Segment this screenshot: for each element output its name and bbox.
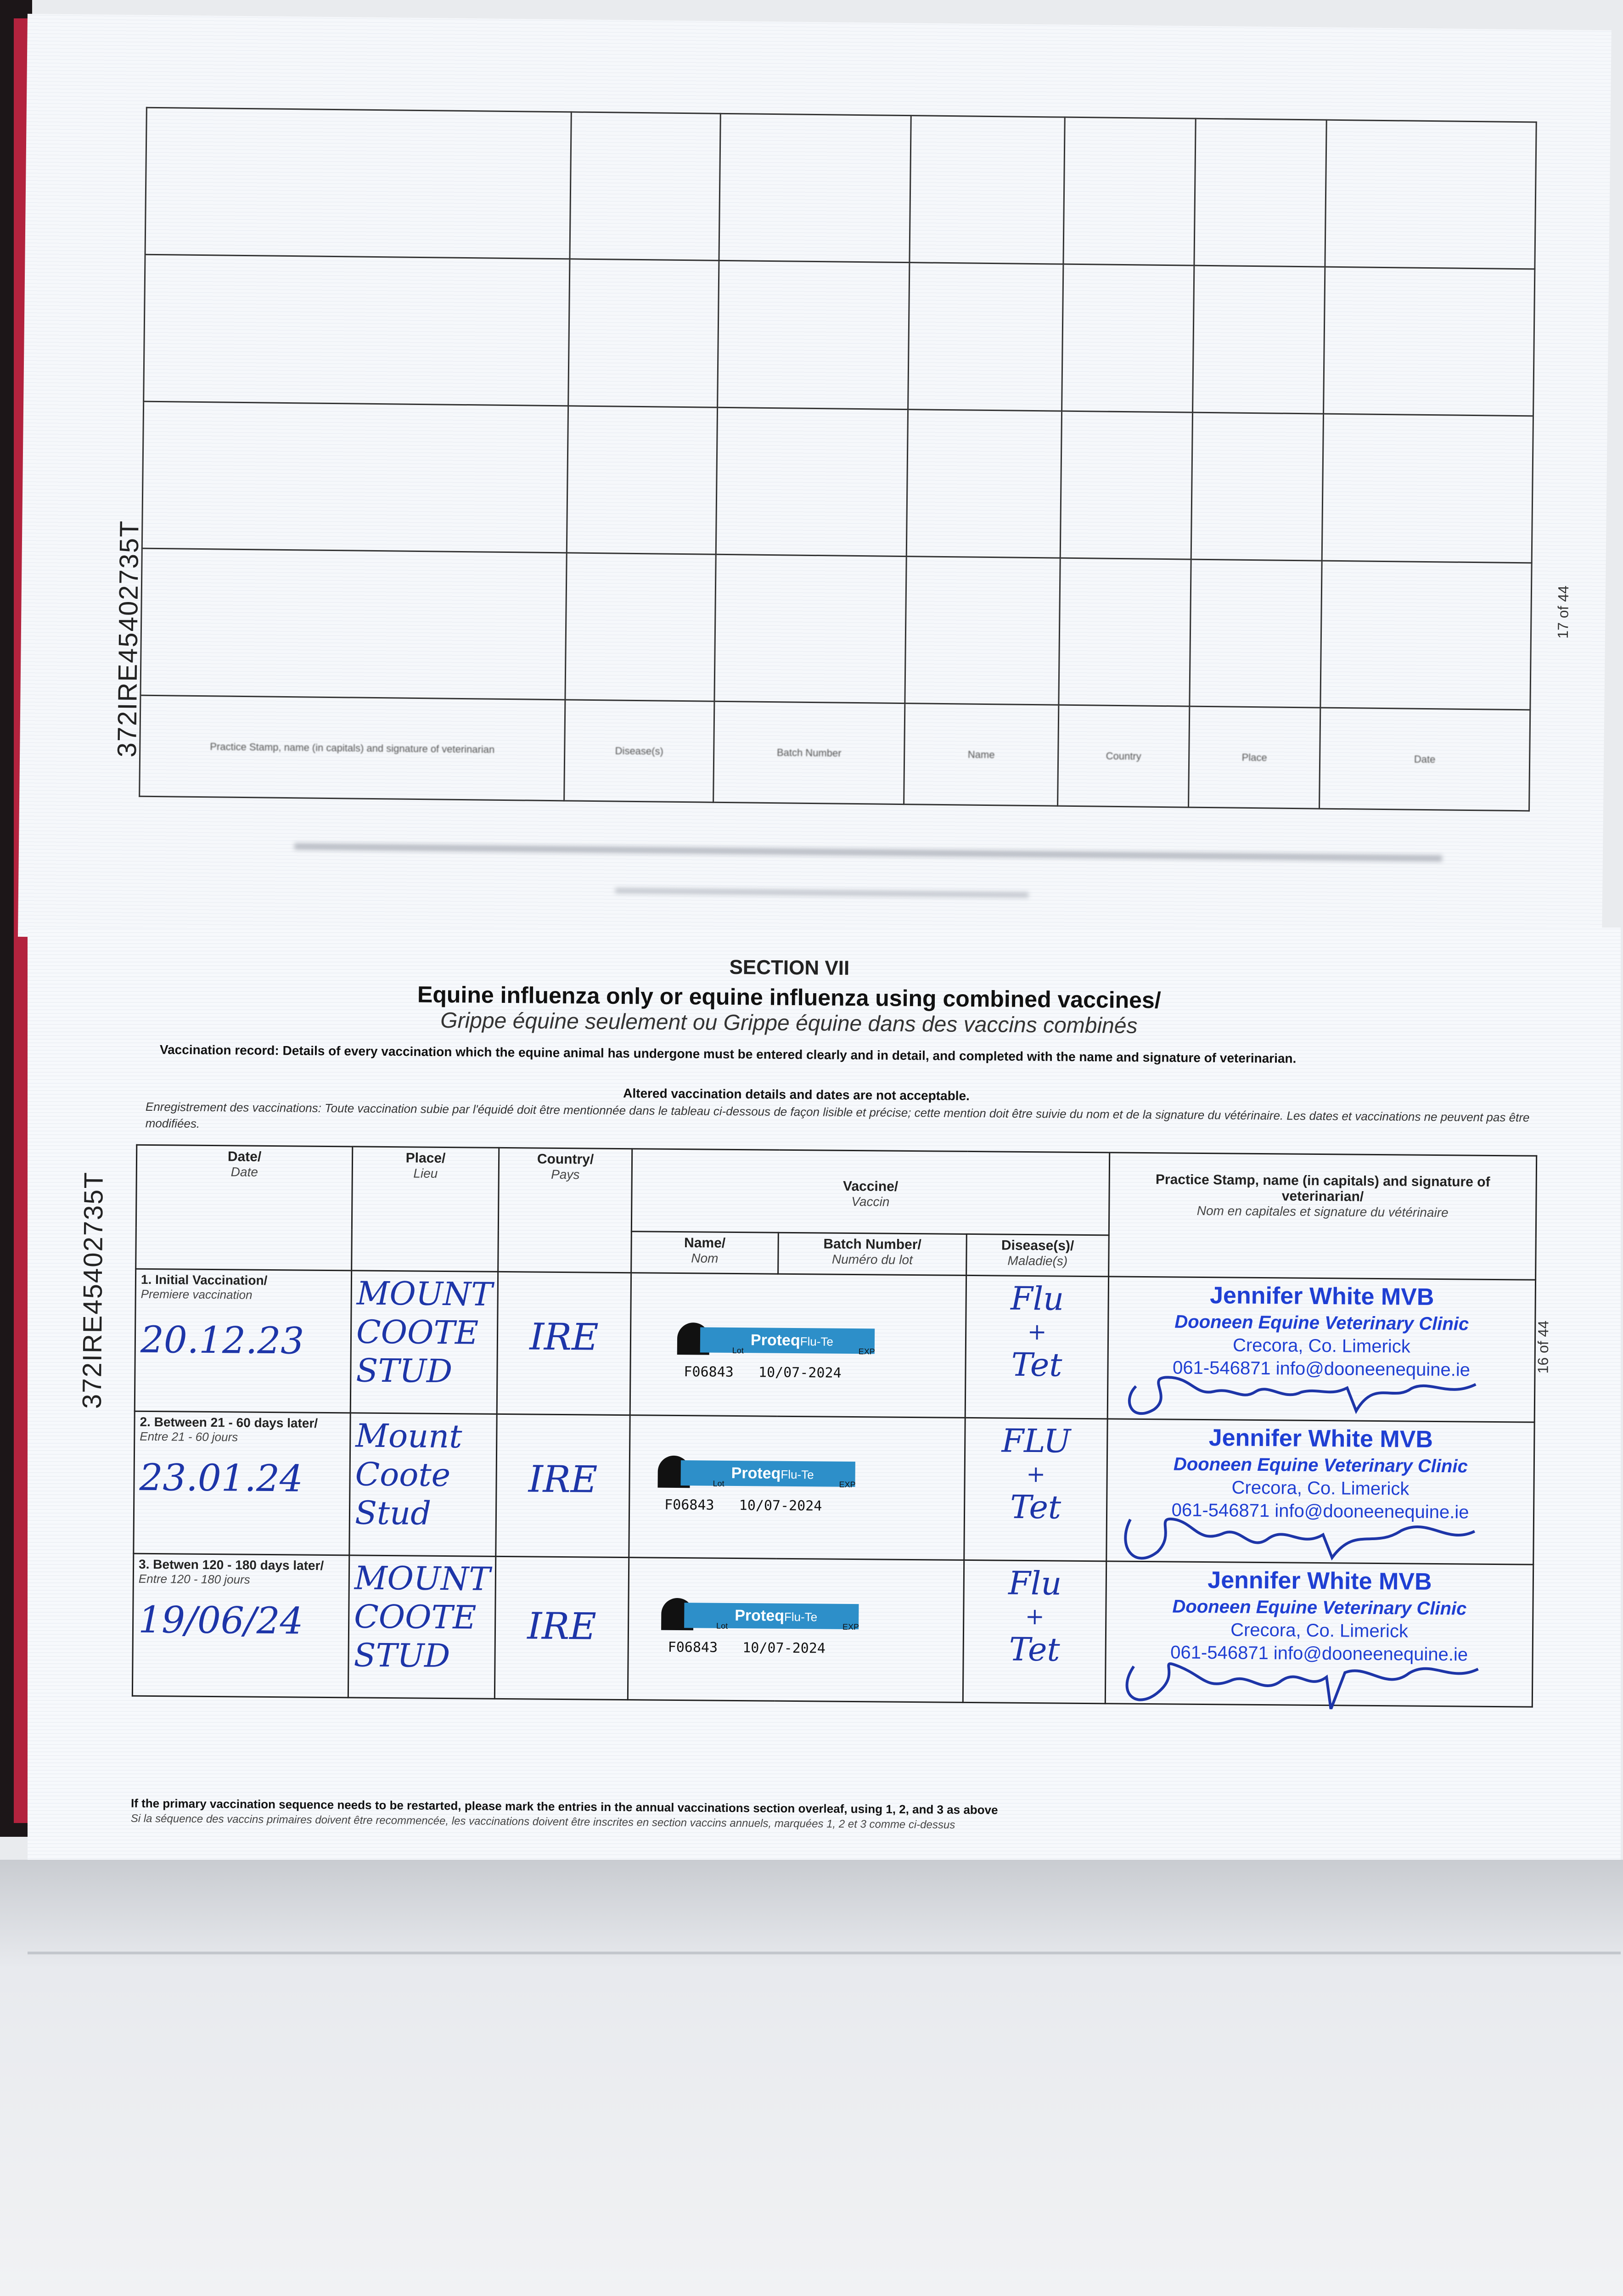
mirrored-header-date: Date [1320, 708, 1530, 811]
date-cell [135, 1269, 351, 1413]
row-label: 1. Initial Vaccination/ Premiere vaccination [140, 1272, 268, 1302]
country-value: IRE [528, 1458, 598, 1501]
disease-cell: Flu + Tet [963, 1560, 1106, 1703]
header-batch-number: Batch Number/ Numéro du lot [778, 1232, 967, 1275]
header-vaccine-name: Name/ Nom [631, 1232, 779, 1274]
row-label: 2. Between 21 - 60 days later/ Entre 21 - 60 jours [140, 1414, 318, 1444]
disease-cell: Flu + Tet [965, 1275, 1108, 1418]
vaccine-brand-bar: ProteqFlu-Te [700, 1327, 875, 1354]
place-line: STUD [356, 1351, 453, 1390]
bleed-through-text [294, 843, 1442, 861]
vaccine-label-cell [630, 1273, 966, 1418]
place-line: MOUNT [356, 1274, 493, 1313]
vaccination-table [132, 1144, 1537, 1708]
vet-stamp: Jennifer White MVB Dooneen Equine Veterinary Clinic Crecora, Co. Limerick 061-546871 info@dooneenequine.ie [1170, 1567, 1468, 1665]
heading-fr: Grippe équine seulement ou Grippe équine dans des vaccins combinés [440, 1008, 1138, 1038]
record-instructions-en: Vaccination record: Details of every vaccination which the equine animal has undergone must be entered clearly and in detail, and completed with the name and signature of veterinarian. [159, 1042, 1297, 1066]
disease-cell: FLU + Tet [964, 1418, 1107, 1561]
header-vaccine: Vaccine/ Vaccin [631, 1149, 1109, 1235]
place-line: COOTE [356, 1313, 479, 1352]
table-row [135, 1269, 1535, 1422]
stamp-cell [1107, 1277, 1535, 1422]
lot-exp: F06843 10/07-2024 [668, 1639, 826, 1657]
bleed-through-text [615, 888, 1028, 898]
vaccine-sticker: ProteqFlu-Te Lot EXP F06843 10/07-2024 [653, 1446, 860, 1526]
row-label: 3. Betwen 120 - 180 days later/ Entre 120 - 180 jours [138, 1557, 324, 1587]
stamp-cell [1105, 1561, 1533, 1707]
header-date: Date/ Date [136, 1145, 353, 1271]
date-cell [134, 1411, 350, 1555]
lot-exp: F06843 10/07-2024 [664, 1497, 822, 1514]
place-cell: MOUNT COOTE STUD [348, 1555, 495, 1699]
country-value: IRE [527, 1604, 597, 1648]
passport-id-side: 372IRE45402735T [77, 1171, 109, 1409]
vet-stamp: Jennifer White MVB Dooneen Equine Veterinary Clinic Crecora, Co. Limerick 061-546871 info@dooneenequine.ie [1172, 1282, 1471, 1380]
vaccine-brand-bar: ProteqFlu-Te [681, 1460, 855, 1487]
vaccine-label-cell [629, 1415, 965, 1560]
section-vii [29, 928, 1552, 1858]
date-value: 23.01.24 [139, 1456, 303, 1500]
vaccine-brand-bar: ProteqFlu-Te [684, 1603, 859, 1629]
lot-exp: F06843 10/07-2024 [684, 1364, 842, 1381]
mirrored-header-disease: Disease(s) [564, 700, 714, 802]
mirrored-header-stamp: Practice Stamp, name (in capitals) and signature of veterinarian [140, 695, 565, 801]
record-instructions-fr: Enregistrement des vaccinations: Toute vaccination subie par l'équidé doit être mentionnée dans le tableau ci-dessous de façon lisible et précise; cette mention doit être suivie du nom et de la signature du vétérinaire. Les dates et vaccinations ne peuvent pas être modifiées. [145, 1099, 1530, 1131]
pocket-sleeve [0, 1860, 1623, 2296]
page-number: 17 of 44 [1554, 585, 1572, 639]
footnote-en: If the primary vaccination sequence needs to be restarted, please mark the entries in the annual vaccinations section overleaf, using 1, 2, and 3 as above [130, 1796, 998, 1817]
vaccine-sticker: ProteqFlu-Te Lot EXP F06843 10/07-2024 [656, 1589, 863, 1669]
blank-vaccination-table [139, 107, 1537, 812]
date-cell [132, 1553, 349, 1698]
mirrored-header-name: Name [904, 703, 1059, 806]
vaccine-label-cell [628, 1558, 964, 1703]
altered-warning: Altered vaccination details and dates are not acceptable. [623, 1086, 970, 1103]
header-disease: Disease(s)/ Maladie(s) [966, 1234, 1109, 1276]
page-number: 16 of 44 [1534, 1320, 1552, 1374]
vet-signature [1118, 1359, 1485, 1426]
mirrored-header-place: Place [1189, 706, 1320, 809]
passport-id-side: 372IRE45402735T [112, 520, 145, 758]
vet-signature [1116, 1501, 1484, 1568]
stamp-cell [1106, 1419, 1534, 1564]
heading-en: Equine influenza only or equine influenza using combined vaccines/ [417, 981, 1161, 1013]
vet-signature [1115, 1643, 1483, 1711]
header-place: Place/ Lieu [352, 1147, 499, 1272]
page-17 [18, 14, 1612, 953]
header-practice-stamp: Practice Stamp, name (in capitals) and signature of veterinarian/ Nom en capitales et signature du vétérinaire [1109, 1153, 1537, 1280]
section-title: SECTION VII [729, 956, 850, 979]
table-row [132, 1553, 1533, 1707]
date-value: 20.12.23 [140, 1318, 304, 1362]
country-value: IRE [529, 1315, 599, 1359]
place-cell: Mount Coote Stud [349, 1413, 497, 1556]
footnote-fr: Si la séquence des vaccins primaires doivent être recommencée, les vaccinations doivent être inscrites en section vaccins annuels, marquées 1, 2 et 3 comme ci-dessus [130, 1812, 955, 1831]
date-value: 19/06/24 [138, 1598, 303, 1643]
table-row [134, 1411, 1534, 1564]
sleeve-edge [28, 1952, 1621, 1954]
country-cell [497, 1272, 631, 1415]
header-country: Country/ Pays [498, 1148, 632, 1272]
vet-stamp: Jennifer White MVB Dooneen Equine Veterinary Clinic Crecora, Co. Limerick 061-546871 info@dooneenequine.ie [1171, 1424, 1469, 1523]
vaccine-sticker: ProteqFlu-Te Lot EXP F06843 10/07-2024 [672, 1313, 879, 1393]
mirrored-header-batch: Batch Number [713, 701, 905, 804]
place-cell [350, 1271, 498, 1414]
country-cell [496, 1414, 630, 1557]
country-cell [494, 1556, 629, 1699]
mirrored-header-country: Country [1058, 705, 1190, 807]
